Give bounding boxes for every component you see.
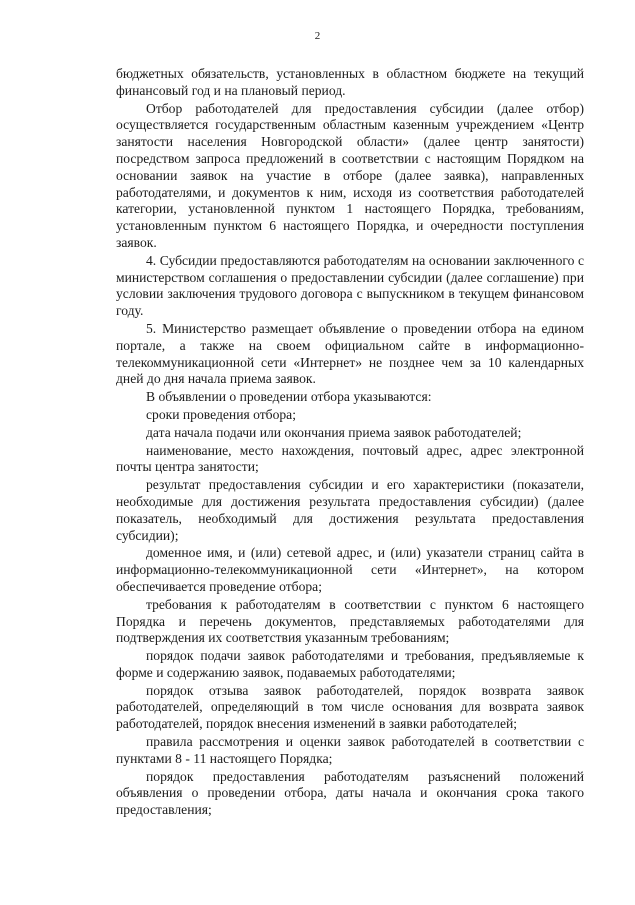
list-item: дата начала подачи или окончания приема заявок работодателей; [146,424,522,440]
page-number: 2 [314,30,321,42]
list-item: требования к работодателям в соответствии с пунктом 6 настоящего Порядка и перечень документов, представляемых работодателями для подтверждения их соответствия указанным требованиям; [116,596,584,646]
list-item: доменное имя, и (или) сетевой адрес, и (или) указатели страниц сайта в информационно-телекоммуникационной сети «Интернет», на котором обеспечивается проведение отбора; [116,545,584,594]
paragraph-continuation: бюджетных обязательств, установленных в областном бюджете на текущий финансовый год и на плановый период. [116,66,584,98]
list-item: правила рассмотрения и оценки заявок работодателей в соответствии с пунктами 8 - 11 настоящего Порядка; [116,734,584,766]
paragraph-selection-procedure: Отбор работодателей для предоставления субсидии (далее отбор) осуществляется государственным областным казенным учреждением «Центр занятости населения Новгородской области» (далее центр занятости) посредством запроса предложений в соответствии с настоящим Порядком на основании заявок на участие в отборе (далее заявка), направленных работодателями, и документов к ним, исходя из соответствия работодателей категории, установленной пунктом 1 настоящего Порядка, требованиям, установленным пунктом 6 настоящего Порядка, и очередности поступления заявок. [116,100,584,250]
paragraph-item-4: 4. Субсидии предоставляются работодателям на основании заключенного с министерством соглашения о предоставлении субсидии (далее соглашение) при условии заключения трудового договора с выпускником в текущем финансовом году. [116,252,584,319]
list-item: результат предоставления субсидии и его характеристики (показатели, необходимые для достижения результата предоставления субсидии) (далее показатель, необходимый для достижения результата предоставления субсидии); [116,477,584,543]
document-body [116,66,584,820]
list-item: наименование, место нахождения, почтовый адрес, адрес электронной почты центра занятости; [116,442,584,475]
list-item: порядок отзыва заявок работодателей, порядок возврата заявок работодателей, определяющий в том числе основания для возврата заявок работодателей, порядок внесения изменений в заявки работодателей; [116,682,584,732]
paragraph-announcement-intro: В объявлении о проведении отбора указываются: [146,389,432,405]
paragraph-item-5: 5. Министерство размещает объявление о проведении отбора на едином портале, а также на своем официальном сайте в информационно-телекоммуникационной сети «Интернет» не позднее чем за 10 календарных дней до дня начала приема заявок. [116,320,584,387]
list-item: порядок подачи заявок работодателями и требования, предъявляемые к форме и содержанию заявок, подаваемых работодателями; [116,648,584,680]
list-item: сроки проведения отбора; [146,406,296,422]
list-item: порядок предоставления работодателям разъяснений положений объявления о проведении отбора, даты начала и окончания срока такого предоставления; [116,768,584,818]
